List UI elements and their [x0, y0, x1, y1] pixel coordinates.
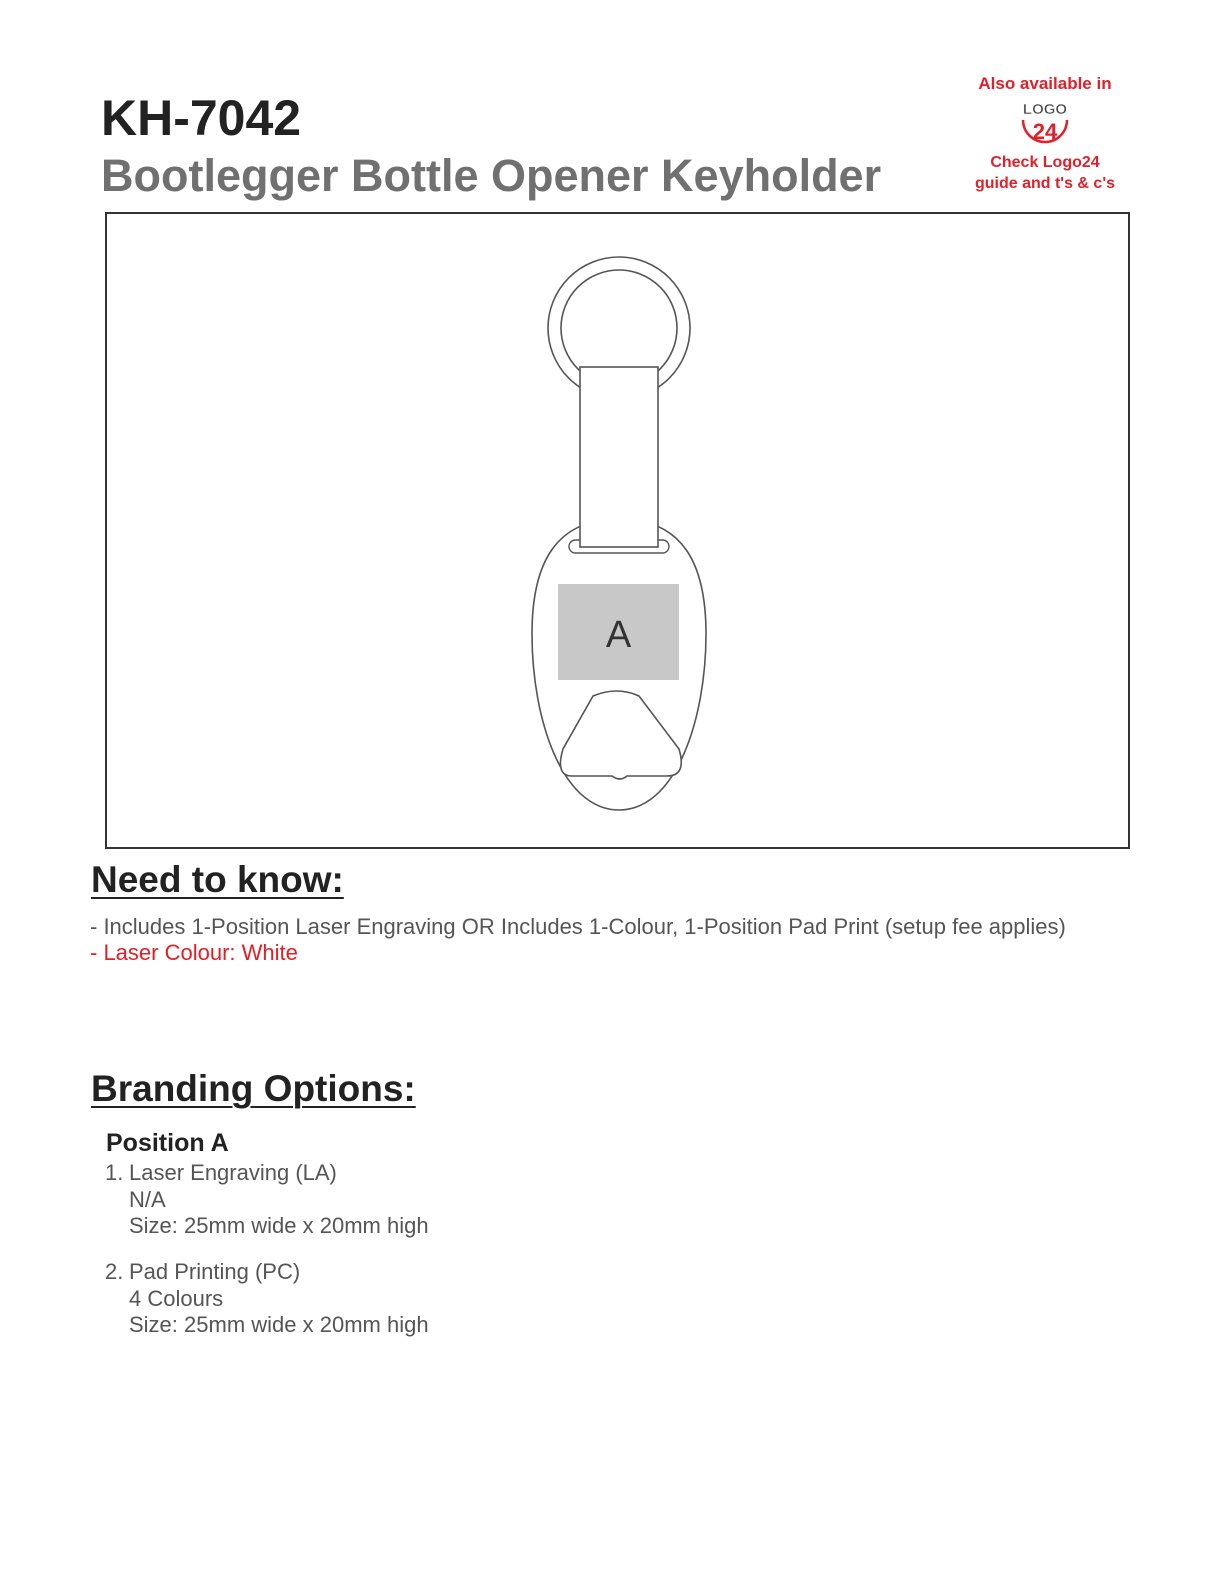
product-code: KH-7042 [101, 90, 302, 146]
option-method: Laser Engraving (LA) [129, 1160, 337, 1185]
position-a-title: Position A [106, 1129, 229, 1157]
product-illustration-frame [105, 212, 1130, 849]
branding-options-heading: Branding Options: [91, 1068, 416, 1109]
logo24-bottom-line1: Check Logo24 [990, 154, 1100, 171]
option-number: 1. [105, 1160, 124, 1185]
product-name: Bootlegger Bottle Opener Keyholder [101, 150, 882, 201]
option-size: Size: 25mm wide x 20mm high [129, 1312, 429, 1337]
need-to-know-heading: Need to know: [91, 859, 344, 900]
strap [580, 367, 658, 547]
logo24-number: 24 [1032, 119, 1058, 144]
option-colours: 4 Colours [129, 1285, 224, 1311]
option-colours: N/A [129, 1186, 166, 1212]
logo24-bottom-line2: guide and t's & c's [974, 175, 1116, 192]
option-number: 2. [105, 1259, 124, 1284]
keyholder-illustration [107, 214, 1132, 851]
logo24-top-text: Also available in [978, 74, 1112, 93]
option-method: Pad Printing (PC) [129, 1259, 301, 1284]
logo24-word: LOGO [1022, 101, 1068, 118]
print-area-label: A [605, 614, 632, 656]
logo24-icon [950, 94, 1140, 152]
need-to-know-item-2: - Laser Colour: White [90, 940, 298, 965]
option-size: Size: 25mm wide x 20mm high [129, 1213, 429, 1238]
need-to-know-item-1: - Includes 1-Position Laser Engraving OR Includes 1-Colour, 1-Position Pad Print (setup fee applies) [90, 914, 1066, 939]
logo24-badge [950, 74, 1140, 202]
